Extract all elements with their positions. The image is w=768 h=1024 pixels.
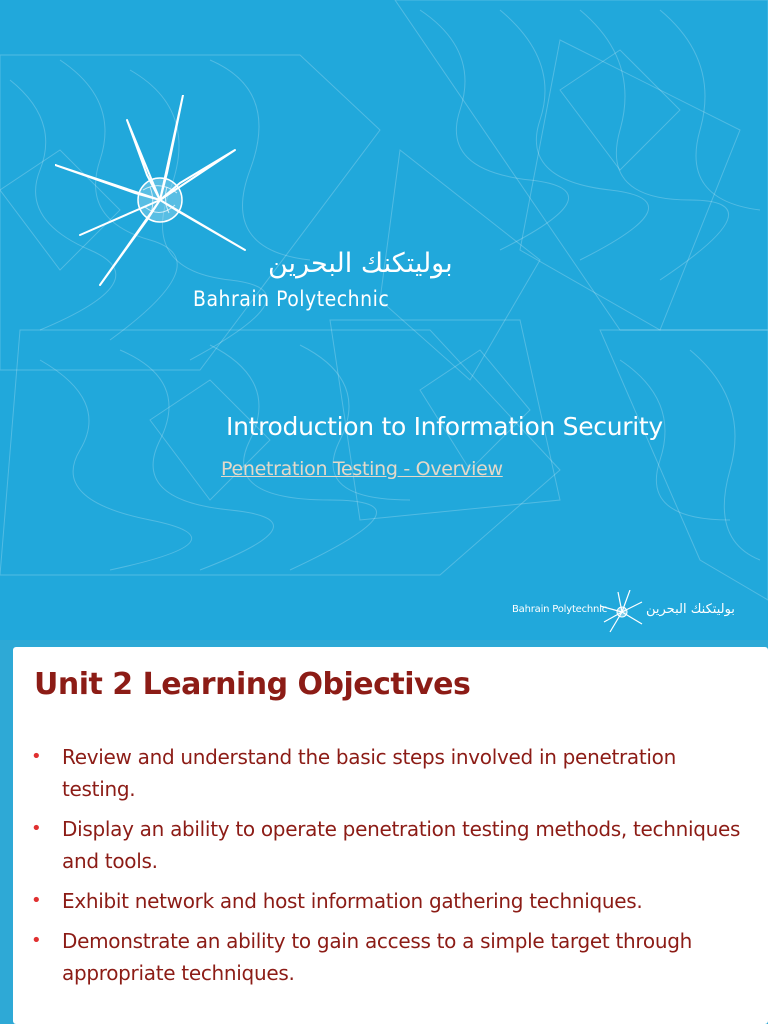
objectives-slide xyxy=(13,647,768,1024)
objective-item xyxy=(27,813,747,877)
objective-item xyxy=(27,925,747,989)
bullet-icon: • xyxy=(31,818,42,839)
footer-logo-english: Bahrain Polytechnic xyxy=(512,604,608,615)
logo-arabic-text: بوليتكنك البحرين xyxy=(268,248,453,279)
footer-logo-arabic: بوليتكنك البحرين xyxy=(646,602,735,617)
footer-logo xyxy=(512,590,740,634)
star-logo-icon xyxy=(55,95,255,295)
objective-text: Exhibit network and host information gathering techniques. xyxy=(62,889,643,913)
bullet-icon: • xyxy=(31,930,42,951)
objective-text: Review and understand the basic steps involved in penetration testing. xyxy=(62,745,676,801)
objective-text: Demonstrate an ability to gain access to a simple target through appropriate techniques. xyxy=(62,929,692,985)
logo-english-text: Bahrain Polytechnic xyxy=(193,287,390,311)
course-subtitle-link[interactable]: Penetration Testing - Overview xyxy=(221,458,503,480)
objectives-list xyxy=(27,741,747,997)
objective-item xyxy=(27,741,747,805)
objectives-title: Unit 2 Learning Objectives xyxy=(34,667,471,702)
objective-text: Display an ability to operate penetration testing methods, techniques and tools. xyxy=(62,817,741,873)
course-title: Introduction to Information Security xyxy=(226,412,663,441)
bullet-icon: • xyxy=(31,890,42,911)
objective-item xyxy=(27,885,747,917)
footer-star-icon xyxy=(600,590,644,634)
bullet-icon: • xyxy=(31,746,42,767)
